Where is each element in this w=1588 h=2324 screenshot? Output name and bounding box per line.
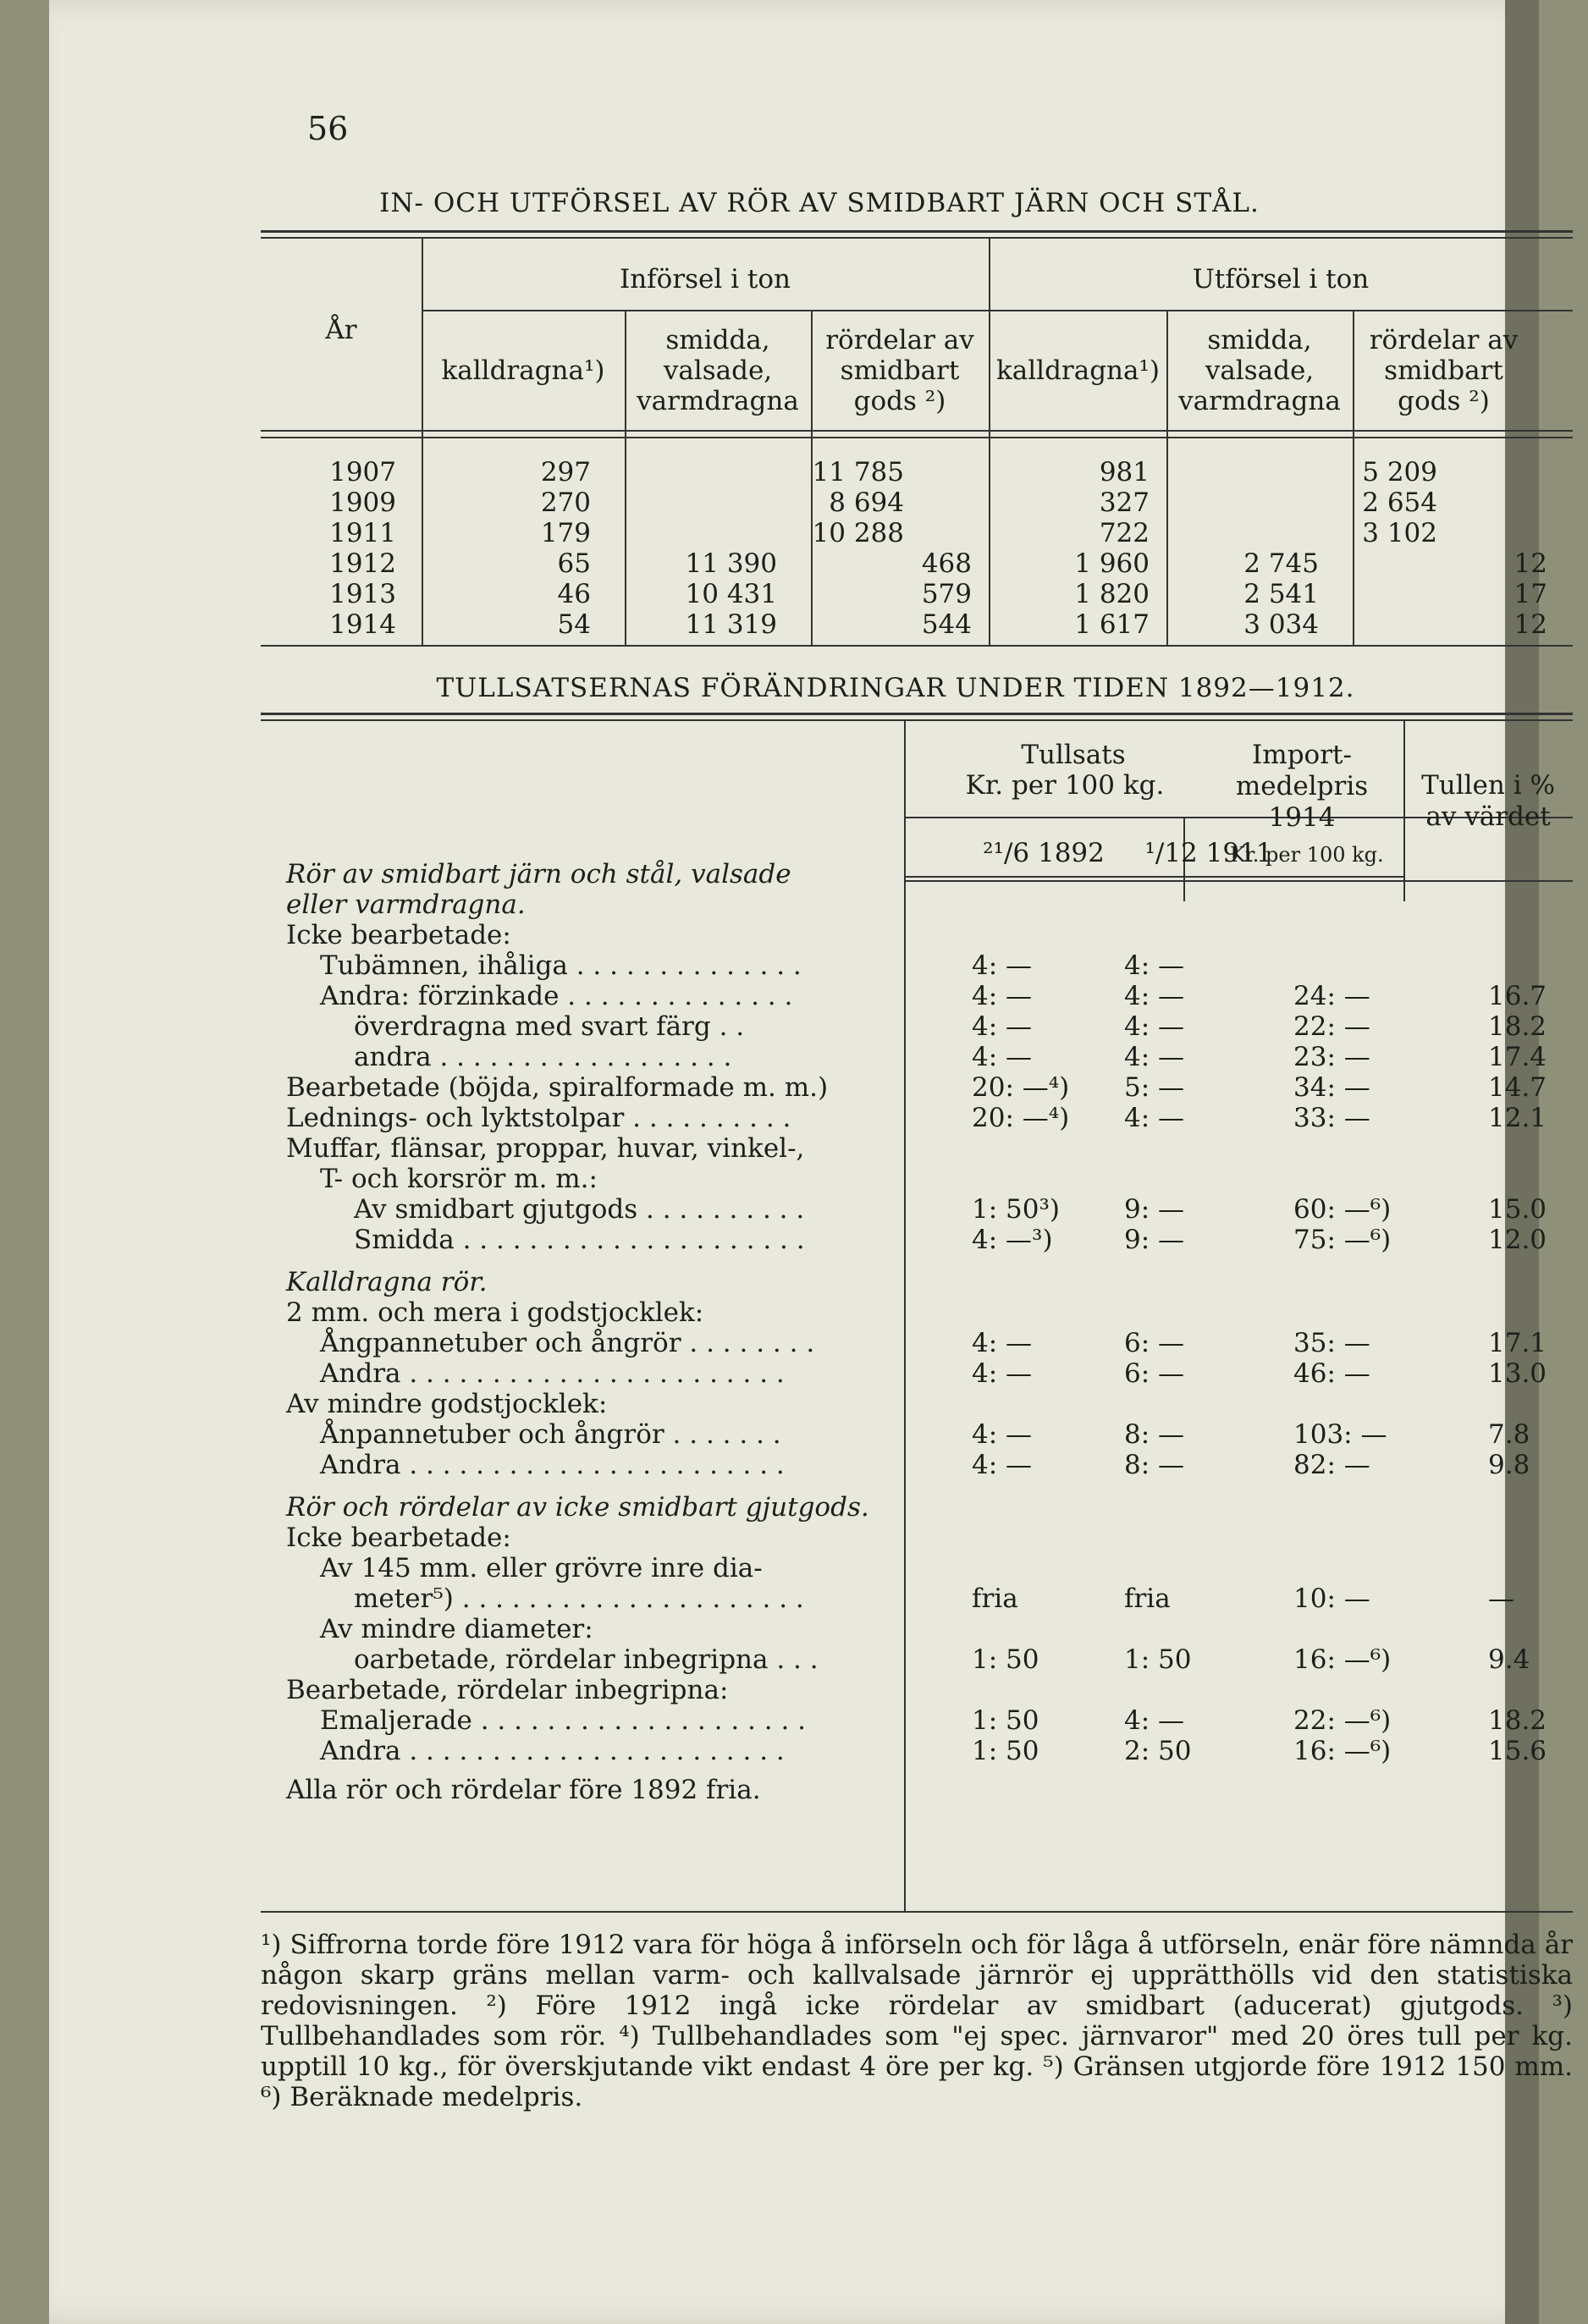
- export-kalldragna-header: kalldragna¹): [995, 355, 1161, 386]
- table1-cell-out-kall: 981: [1099, 457, 1150, 487]
- table2-cell-c3: 22: —: [1293, 1011, 1370, 1042]
- table2-row-label: Andra . . . . . . . . . . . . . . . . . . . . . . .: [320, 1736, 785, 1766]
- table2-cell-c1: 20: —⁴): [972, 1072, 1070, 1103]
- table2-cell-c1: 4: —: [972, 950, 1033, 981]
- tullen-header: Tullen i % av värdet: [1421, 770, 1555, 832]
- table2-row-label: Emaljerade . . . . . . . . . . . . . . . . . . . .: [320, 1705, 807, 1736]
- import-header: Införsel i ton: [619, 264, 791, 295]
- table2-cell-c2: 4: —: [1124, 1705, 1185, 1736]
- table2-cell-c3: 23: —: [1293, 1042, 1370, 1072]
- table2-cell-c2: 4: —: [1124, 981, 1185, 1011]
- table1-cell-out-smid: 2 654: [1362, 487, 1437, 518]
- table2-vline: [1403, 719, 1405, 901]
- table2-cell-c2: 8: —: [1124, 1419, 1185, 1450]
- table1-cell-in-ror: 468: [921, 548, 972, 579]
- table1-header-rule-2: [261, 437, 1573, 438]
- table2-cell-c4: 17.4: [1488, 1042, 1547, 1072]
- document-page: [49, 0, 1573, 2324]
- table2-cell-c2: 6: —: [1124, 1358, 1185, 1389]
- table2-row-label: Muffar, flänsar, proppar, huvar, vinkel-,: [286, 1133, 805, 1164]
- table2-cell-c4: —: [1488, 1583, 1514, 1614]
- table2-cell-c2: 8: —: [1124, 1450, 1185, 1480]
- table2-cell-c1: 4: —: [972, 1450, 1033, 1480]
- table2-unit-rule: [904, 876, 1403, 878]
- table1-cell-year: 1914: [329, 609, 396, 640]
- table1-cell-out-kall: 1 617: [1074, 609, 1150, 640]
- table2-cell-c2: fria: [1124, 1583, 1171, 1614]
- table2-row-label: Ångpannetuber och ångrör . . . . . . . .: [320, 1328, 815, 1358]
- table2-cell-c1: 4: —³): [972, 1225, 1053, 1255]
- table1-cell-in-smid: 10 288: [812, 518, 904, 548]
- table1-cell-out-smid: 2 745: [1243, 548, 1319, 579]
- table2-row-label: oarbetade, rördelar inbegripna . . .: [354, 1644, 819, 1675]
- table1-cell-in-kall: 46: [557, 579, 591, 609]
- table2-cell-c3: 35: —: [1293, 1328, 1370, 1358]
- table2-cell-c1: 4: —: [972, 981, 1033, 1011]
- table2-top-rule: [261, 713, 1573, 715]
- table2-cell-c4: 12.1: [1488, 1103, 1547, 1133]
- table2-cell-c1: 4: —: [972, 1042, 1033, 1072]
- table2-row-label: Av 145 mm. eller grövre inre dia-: [320, 1553, 763, 1583]
- table1-cell-in-smid: 11 785: [812, 457, 904, 487]
- page-number: 56: [307, 110, 349, 147]
- export-rordelar-header: rördelar av smidbart gods ²): [1369, 325, 1519, 416]
- table2-cell-c1: 1: 50: [972, 1736, 1039, 1766]
- table2-row-label: andra . . . . . . . . . . . . . . . . . .: [354, 1042, 732, 1072]
- table2-cell-c1: 4: —: [972, 1328, 1033, 1358]
- import-price-unit: Kr. per 100 kg.: [1230, 843, 1384, 867]
- table2-cell-c3: 46: —: [1293, 1358, 1370, 1389]
- table2-cell-c3: 33: —: [1293, 1103, 1370, 1133]
- table2-cell-c1: 20: —⁴): [972, 1103, 1070, 1133]
- table1-cell-year: 1912: [329, 548, 396, 579]
- table2-cell-c1: 4: —: [972, 1358, 1033, 1389]
- table2-row-label: Icke bearbetade:: [286, 1523, 511, 1553]
- table2-row-label: Av smidbart gjutgods . . . . . . . . . .: [354, 1194, 805, 1225]
- table2-cell-c4: 17.1: [1488, 1328, 1547, 1358]
- table2-cell-c1: 1: 50: [972, 1644, 1039, 1675]
- table1-cell-out-ror: 12: [1514, 609, 1547, 640]
- col-year-header: År: [325, 315, 357, 345]
- table1-cell-out-smid: 3 034: [1243, 609, 1319, 640]
- table1-cell-in-kall: 297: [540, 457, 591, 487]
- table2-row-label: Lednings- och lyktstolpar . . . . . . . . . .: [286, 1103, 791, 1133]
- table2-cell-c3: 34: —: [1293, 1072, 1370, 1103]
- footnotes: ¹) Siffrorna torde före 1912 vara för höga å införseln och för låga å utförseln, enär före nämnda år någon skarp gräns mellan varm- och kallvalsade järnrör ej upprätthölls vid den statistiska redovisningen. ²) Före 1912 ingå icke rördelar av smidbart (aducerat) gjutgods. ³) Tullbehandlades som rör. ⁴) Tullbehandlades som "ej spec. järnvaror" med 20 öres tull per kg. upptill 10 kg., för överskjutande vikt endast 4 öre per kg. ⁵) Gränsen utgjorde före 1912 150 mm. ⁶) Beräknade medelpris.: [261, 1930, 1573, 2112]
- table2-row-label: 2 mm. och mera i godstjocklek:: [286, 1297, 704, 1328]
- table2-row-label: Rör och rördelar av icke smidbart gjutgods.: [286, 1492, 869, 1523]
- table2-row-label: överdragna med svart färg . .: [354, 1011, 745, 1042]
- table2-row-label: Alla rör och rördelar före 1892 fria.: [286, 1775, 761, 1805]
- table2-cell-c4: 9.8: [1488, 1450, 1530, 1480]
- table2-cell-c4: 15.0: [1488, 1194, 1547, 1225]
- table2-cell-c1: 1: 50³): [972, 1194, 1060, 1225]
- table1-vline: [1166, 310, 1168, 645]
- table1-cell-in-kall: 54: [557, 609, 591, 640]
- table1-header-rule: [261, 430, 1573, 432]
- import-price-header: Import- medelpris 1914: [1235, 740, 1369, 833]
- table2-cell-c2: 4: —: [1124, 1103, 1185, 1133]
- table1-vline: [989, 237, 990, 645]
- import-smidda-header: smidda, valsade, varmdragna: [637, 325, 799, 416]
- table2-cell-c2: 5: —: [1124, 1072, 1185, 1103]
- table2-cell-c3: 24: —: [1293, 981, 1370, 1011]
- table2-vline: [904, 719, 906, 1913]
- table1-cell-out-smid: 5 209: [1362, 457, 1437, 487]
- table2-row-label: Andra . . . . . . . . . . . . . . . . . . . . . . .: [320, 1358, 785, 1389]
- table1-cell-year: 1907: [329, 457, 396, 487]
- table2-cell-c4: 15.6: [1488, 1736, 1547, 1766]
- table2-row-label: Av mindre diameter:: [320, 1614, 593, 1644]
- table2-cell-c2: 2: 50: [1124, 1736, 1192, 1766]
- table1-cell-year: 1913: [329, 579, 396, 609]
- table2-cell-c2: 1: 50: [1124, 1644, 1192, 1675]
- table2-cell-c4: 16.7: [1488, 981, 1547, 1011]
- table2-cell-c4: 13.0: [1488, 1358, 1547, 1389]
- table1-cell-out-ror: 12: [1514, 548, 1547, 579]
- table2-row-label: meter⁵) . . . . . . . . . . . . . . . . . . . . .: [354, 1583, 804, 1614]
- table1-cell-out-kall: 327: [1099, 487, 1150, 518]
- table2-cell-c3: 16: —⁶): [1293, 1736, 1392, 1766]
- table1-bottom-rule: [261, 645, 1573, 647]
- table2-cell-c4: 9.4: [1488, 1644, 1530, 1675]
- table1-cell-year: 1909: [329, 487, 396, 518]
- table1-cell-in-kall: 179: [540, 518, 591, 548]
- table2-cell-c3: 16: —⁶): [1293, 1644, 1392, 1675]
- table2-row-label: T- och korsrör m. m.:: [320, 1164, 598, 1194]
- table2-row-label: Bearbetade (böjda, spiralformade m. m.): [286, 1072, 829, 1103]
- table2-row-label: Smidda . . . . . . . . . . . . . . . . . . . . .: [354, 1225, 805, 1255]
- date-1892-header: ²¹/6 1892: [983, 838, 1105, 868]
- table2-cell-c3: 75: —⁶): [1293, 1225, 1392, 1255]
- kr-per-100kg-header: Kr. per 100 kg.: [965, 770, 1165, 801]
- table1-cell-out-smid: 3 102: [1362, 518, 1437, 548]
- table1-cell-out-smid: 2 541: [1243, 579, 1319, 609]
- table1-cell-out-kall: 722: [1099, 518, 1150, 548]
- table1-cell-out-ror: 17: [1514, 579, 1547, 609]
- table2-row-label: Bearbetade, rördelar inbegripna:: [286, 1675, 729, 1705]
- table1-cell-in-kall: 270: [540, 487, 591, 518]
- table2-top-rule-2: [261, 719, 1573, 721]
- table1-cell-in-ror: 544: [921, 609, 972, 640]
- table2-cell-c3: 22: —⁶): [1293, 1705, 1392, 1736]
- table2-cell-c4: 18.2: [1488, 1705, 1547, 1736]
- table1-top-rule-2: [261, 237, 1573, 239]
- table2-row-label: eller varmdragna.: [286, 889, 526, 920]
- table1-cell-in-ror: 579: [921, 579, 972, 609]
- table2-cell-c4: 12.0: [1488, 1225, 1547, 1255]
- date-1911-header: ¹/12 1911: [1144, 838, 1273, 868]
- table2-row-label: Icke bearbetade:: [286, 920, 511, 950]
- table2-row-label: Av mindre godstjocklek:: [286, 1389, 608, 1419]
- table2-row-label: Andra: förzinkade . . . . . . . . . . . . . .: [320, 981, 793, 1011]
- table2-cell-c2: 6: —: [1124, 1328, 1185, 1358]
- table2-cell-c3: 60: —⁶): [1293, 1194, 1392, 1225]
- table2-cell-c3: 103: —: [1293, 1419, 1387, 1450]
- export-header: Utförsel i ton: [1192, 264, 1370, 295]
- table2-header-rule: [904, 880, 1573, 882]
- export-smidda-header: smidda, valsade, varmdragna: [1178, 325, 1341, 416]
- table1-cell-in-smid: 11 319: [685, 609, 777, 640]
- table2-cell-c4: 14.7: [1488, 1072, 1547, 1103]
- table1-cell-in-kall: 65: [557, 548, 591, 579]
- table1-top-rule: [261, 230, 1573, 233]
- import-kalldragna-header: kalldragna¹): [441, 355, 605, 386]
- tullsats-header: Tullsats: [1021, 740, 1126, 770]
- table1-title: IN- OCH UTFÖRSEL AV RÖR AV SMIDBART JÄRN OCH STÅL.: [379, 188, 1260, 218]
- table1-cell-in-smid: 8 694: [829, 487, 904, 518]
- table2-row-label: Ånpannetuber och ångrör . . . . . . .: [320, 1419, 781, 1450]
- table2-cell-c3: 82: —: [1293, 1450, 1370, 1480]
- table2-cell-c2: 4: —: [1124, 1042, 1185, 1072]
- table2-row-label: Kalldragna rör.: [286, 1267, 488, 1297]
- table2-cell-c1: 4: —: [972, 1419, 1033, 1450]
- table2-cell-c1: fria: [972, 1583, 1018, 1614]
- table1-cell-in-smid: 11 390: [685, 548, 777, 579]
- table2-cell-c2: 9: —: [1124, 1225, 1185, 1255]
- table1-subheader-rule: [422, 310, 1573, 311]
- table1-cell-out-kall: 1 960: [1074, 548, 1150, 579]
- table1-cell-in-smid: 10 431: [685, 579, 777, 609]
- table2-cell-c2: 4: —: [1124, 1011, 1185, 1042]
- table2-row-label: Andra . . . . . . . . . . . . . . . . . . . . . . .: [320, 1450, 785, 1480]
- table1-cell-year: 1911: [329, 518, 396, 548]
- table2-cell-c4: 7.8: [1488, 1419, 1530, 1450]
- table2-cell-c2: 4: —: [1124, 950, 1185, 981]
- import-rordelar-header: rördelar av smidbart gods ²): [825, 325, 974, 416]
- table2-cell-c1: 4: —: [972, 1011, 1033, 1042]
- table1-vline: [625, 310, 626, 645]
- table1-cell-out-kall: 1 820: [1074, 579, 1150, 609]
- table2-row-label: Rör av smidbart järn och stål, valsade: [286, 859, 791, 889]
- table1-vline: [422, 237, 423, 645]
- table2-cell-c4: 18.2: [1488, 1011, 1547, 1042]
- table2-cell-c1: 1: 50: [972, 1705, 1039, 1736]
- table2-cell-c3: 10: —: [1293, 1583, 1370, 1614]
- table2-title: TULLSATSERNAS FÖRÄNDRINGAR UNDER TIDEN 1892—1912.: [436, 673, 1355, 703]
- table2-cell-c2: 9: —: [1124, 1194, 1185, 1225]
- table2-row-label: Tubämnen, ihåliga . . . . . . . . . . . . . .: [320, 950, 802, 981]
- table2-bottom-rule: [261, 1911, 1573, 1913]
